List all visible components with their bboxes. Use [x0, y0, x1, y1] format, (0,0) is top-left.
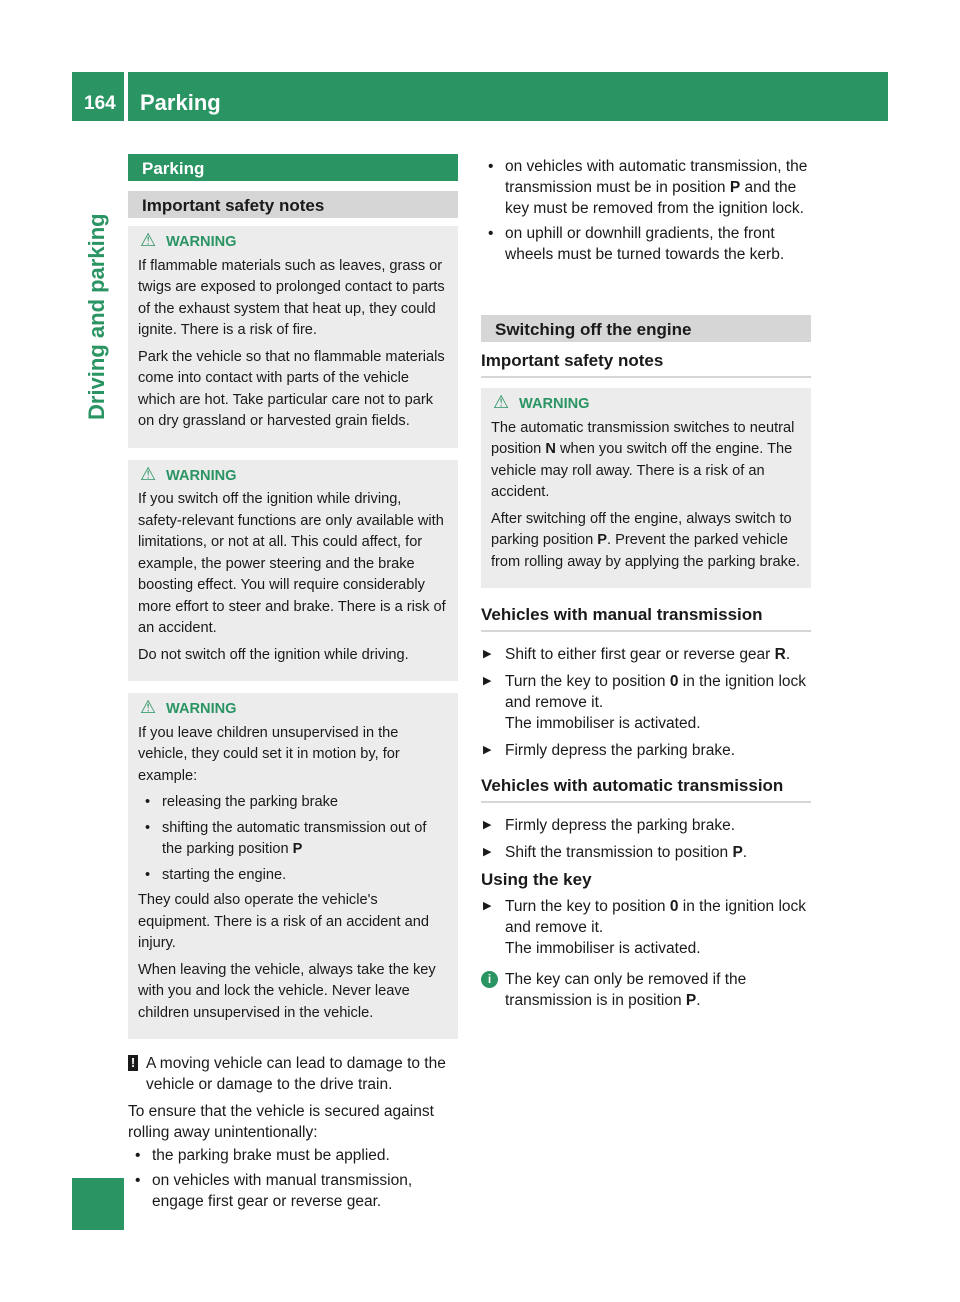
instruction-step: ▶ Firmly depress the parking brake.: [481, 740, 811, 761]
warning-box-ignition: [128, 460, 458, 682]
instruction-step: ▶ Firmly depress the parking brake.: [481, 815, 811, 836]
warning-text: Park the vehicle so that no flammable materials come into contact with parts of the vehicle which are hot. Take particular care not to park on dry grassland or harvested grain fields.: [138, 348, 445, 429]
bullet-item: • on vehicles with automatic transmission, the transmission must be in position P and the key must be removed from the ignition lock.: [481, 156, 811, 219]
page-header-bar: [72, 72, 888, 121]
warning-heading: ⚠ WARNING: [140, 463, 237, 484]
info-icon: i: [481, 971, 498, 988]
section-title-parking: Parking: [128, 154, 458, 181]
warning-heading: ⚠ WARNING: [493, 392, 590, 412]
warning-box-children: [128, 693, 458, 1039]
body-paragraph: To ensure that the vehicle is secured against rolling away unintentionally:: [128, 1103, 434, 1141]
warning-text: After switching off the engine, always switch to parking position P. Prevent the parked vehicle from rolling away by applying the parking brake.: [491, 510, 801, 570]
warning-triangle-icon: ⚠: [140, 463, 157, 484]
side-marker-block: [72, 1178, 124, 1230]
warning-triangle-icon: ⚠: [493, 392, 510, 412]
instruction-step: ▶ Turn the key to position 0 in the ignition lock and remove it. The immobiliser is activated.: [481, 896, 811, 959]
warning-triangle-icon: ⚠: [140, 697, 157, 717]
instruction-step: ▶ Turn the key to position 0 in the ignition lock and remove it. The immobiliser is activated.: [481, 671, 811, 734]
heading-using-key: Using the key: [481, 870, 592, 889]
bullet-item: • the parking brake must be applied.: [128, 1145, 458, 1166]
subsection-title: Important safety notes: [128, 191, 458, 218]
warning-heading: ⚠ WARNING: [140, 230, 237, 250]
bullet-item: • on uphill or downhill gradients, the front wheels must be turned towards the kerb.: [481, 223, 811, 265]
heading-automatic-transmission: Vehicles with automatic transmission: [481, 775, 811, 803]
warning-text: Do not switch off the ignition while driving.: [138, 646, 409, 663]
warning-box-fire: [128, 226, 458, 448]
side-chapter-label: Driving and parking: [84, 213, 109, 420]
warning-text: If you leave children unsupervised in the vehicle, they could set it in motion by, for example:: [138, 724, 400, 784]
caution-note: ! A moving vehicle can lead to damage to the vehicle or damage to the drive train.: [128, 1053, 458, 1095]
bullet-item: • releasing the parking brake: [138, 792, 448, 814]
warning-text: If flammable materials such as leaves, grass or twigs are exposed to prolonged contact to parts of the exhaust system that heat up, they could ignite. There is a risk of fire.: [138, 257, 445, 338]
warning-text: They could also operate the vehicle's equipment. There is a risk of an accident and injury.: [138, 892, 429, 951]
warning-heading: ⚠ WARNING: [140, 697, 237, 717]
warning-text: The automatic transmission switches to neutral position N when you switch off the engine. The vehicle may roll away. There is a risk of an accident.: [491, 419, 795, 500]
warning-text: If you switch off the ignition while driving, safety-relevant functions are only available with limitations, or not at all. This could affect, for example, the power steering and the brake boosting effect. You will require considerably more effort to steer and brake. There is a risk of an accident.: [138, 491, 446, 636]
left-column: [128, 154, 458, 1216]
subsection-title: Important safety notes: [481, 350, 811, 378]
instruction-step: ▶ Shift to either first gear or reverse gear R.: [481, 644, 811, 665]
info-note: i The key can only be removed if the transmission is in position P.: [481, 969, 811, 1011]
header-divider: [124, 72, 128, 121]
heading-manual-transmission: Vehicles with manual transmission: [481, 604, 811, 632]
header-title: Parking: [140, 90, 221, 115]
warning-text: When leaving the vehicle, always take the key with you and lock the vehicle. Never leave children unsupervised in the vehicle.: [138, 961, 436, 1021]
page-number: 164: [84, 93, 116, 114]
bullet-item: • starting the engine.: [138, 865, 448, 887]
bullet-item: • on vehicles with manual transmission, engage first gear or reverse gear.: [128, 1170, 458, 1212]
bullet-item: • shifting the automatic transmission out of the parking position P: [138, 818, 448, 861]
exclamation-icon: !: [128, 1055, 138, 1071]
right-column: [481, 154, 811, 1011]
instruction-step: ▶ Shift the transmission to position P.: [481, 842, 811, 863]
warning-box-neutral: [481, 388, 811, 588]
warning-triangle-icon: ⚠: [140, 230, 157, 250]
section-title-switching-off: Switching off the engine: [481, 315, 811, 342]
